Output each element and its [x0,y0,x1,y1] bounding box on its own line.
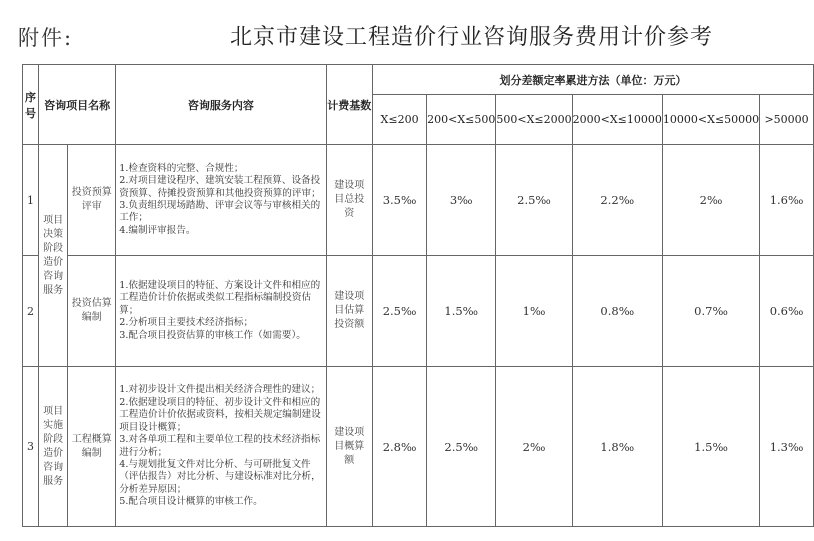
tier-header: 10000<X≤50000 [662,95,759,145]
fee-basis: 建设项目总投资 [326,145,372,256]
content-line: 3.配合项目投资估算的审核工作（如需要）。 [119,329,306,341]
rate-cell: 1.3‰ [760,367,814,527]
rate-cell: 2.5‰ [496,145,572,256]
rate-cell: 0.6‰ [760,256,814,367]
table-row [23,145,814,256]
page-title: 北京市建设工程造价行业咨询服务费用计价参考 [230,25,714,50]
content-line: 3.对各单项工程和主要单位工程的技术经济指标进行分析； [119,434,321,458]
tier-header: 200<X≤500 [427,95,496,145]
tier-header: 2000<X≤10000 [572,95,662,145]
content-line: 5.配合项目设计概算的审核工作。 [119,496,263,508]
content-line: 4.编制评审报告。 [119,224,196,236]
rate-cell: 1.8‰ [572,367,662,527]
project-name: 投资估算编制 [68,256,116,367]
rate-cell: 0.7‰ [662,256,759,367]
fee-reference-table [22,64,814,527]
tier-header: X≤200 [373,95,427,145]
rate-cell: 2.8‰ [373,367,427,527]
rate-cell: 1.5‰ [662,367,759,527]
rate-cell: 1.5‰ [427,256,496,367]
table-row [23,256,814,367]
row-index: 2 [23,256,39,367]
content-line: 1.检查资料的完整、合规性； [119,162,244,174]
attachment-label: 附件: [18,26,74,50]
content-line: 1.依据建设项目的特征、方案设计文件和相应的工程造价计价依据或类似工程指标编制投资估算； [119,279,321,316]
rate-cell: 0.8‰ [572,256,662,367]
project-name: 工程概算编制 [68,367,116,527]
rate-cell: 2‰ [496,367,572,527]
tier-header: >50000 [760,95,814,145]
tier-header: 500<X≤2000 [496,95,572,145]
header-rate-group: 划分差额定率累进方法（单位：万元） [373,65,814,95]
content-line: 4.与规划批复文件对比分析、与可研批复文件（评估报告）对比分析、与建设标准对比分析，分析差异原因； [119,458,321,495]
stage-label: 项目决策阶段造价咨询服务 [38,145,67,367]
header-basis: 计费基数 [326,65,372,145]
content-line: 2.分析项目主要技术经济指标； [119,317,254,329]
header-content: 咨询服务内容 [116,65,326,145]
header-index: 序号 [23,65,39,145]
row-index: 3 [23,367,39,527]
header-project-name: 咨询项目名称 [38,65,115,145]
service-content [116,145,326,256]
fee-basis: 建设项目概算额 [326,367,372,527]
rate-cell: 3.5‰ [373,145,427,256]
rate-cell: 2.5‰ [373,256,427,367]
service-content [116,367,326,527]
service-content [116,256,326,367]
fee-basis: 建设项目估算投资额 [326,256,372,367]
row-index: 1 [23,145,39,256]
content-line: 2.依据建设项目的特征、初步设计文件和相应的工程造价计价依据或资料，按相关规定编制建设项目设计概算； [119,396,321,433]
content-line: 3.负责组织现场踏勘、评审会议等与审核相关的工作； [119,200,321,224]
rate-cell: 2‰ [662,145,759,256]
table-row [23,367,814,527]
project-name: 投资预算评审 [68,145,116,256]
rate-cell: 1‰ [496,256,572,367]
content-line: 2.对项目建设程序、建筑安装工程预算、设备投资预算、待摊投资预算和其他投资预算的评审； [119,175,321,199]
rate-cell: 1.6‰ [760,145,814,256]
rate-cell: 2.2‰ [572,145,662,256]
rate-cell: 3‰ [427,145,496,256]
rate-cell: 2.5‰ [427,367,496,527]
content-line: 1.对初步设计文件提出相关经济合理性的建议； [119,384,321,396]
stage-label: 项目实施阶段造价咨询服务 [38,367,67,527]
